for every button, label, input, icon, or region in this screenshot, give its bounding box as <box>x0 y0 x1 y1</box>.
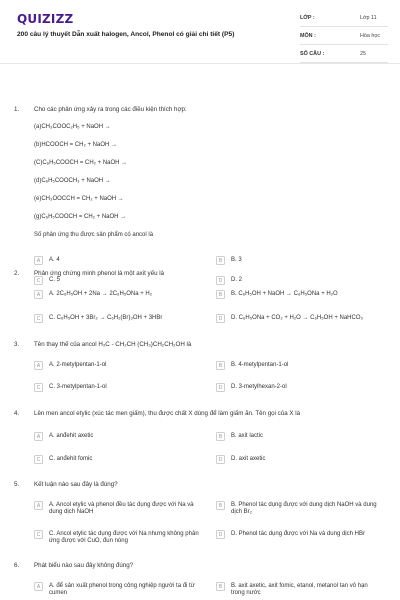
option-key-a: A <box>34 290 43 299</box>
question-text: Phát biểu nào sau đây không đúng? <box>34 562 134 569</box>
option-key-a: A <box>34 501 43 510</box>
option-text: D. Phenol tác dụng được với Na và dung dịch HBr <box>231 530 365 537</box>
option-b[interactable] <box>216 256 386 270</box>
option-key-b: B <box>216 256 225 265</box>
option-text: A. anđehit axetic <box>49 432 94 439</box>
option-text: A. 2-metylpentan-1-ol <box>49 361 107 368</box>
option-a[interactable] <box>34 256 204 270</box>
option-text: C. Ancol etylic tác dụng được với Na nhưng không phản ứng được với CuO, đun nóng <box>49 530 199 545</box>
option-key-b: B <box>216 432 225 441</box>
option-b[interactable] <box>216 290 386 304</box>
meta-value: Lớp 11 <box>360 15 377 21</box>
option-d[interactable] <box>216 314 386 328</box>
reaction-line: (C)C₆H₅COOCH = CH₂ + NaOH → <box>34 160 128 166</box>
option-key-c: C <box>34 276 43 285</box>
option-text: B. axit axetic, axit fomic, etanol, metanol tan vô hạn trong nước <box>231 582 368 597</box>
option-text: B. C₆H₅OH + NaOH → C₆H₅ONa + H₂O <box>231 290 338 297</box>
option-text: B. 4-metylpentan-1-ol <box>231 361 289 368</box>
option-key-a: A <box>34 256 43 265</box>
option-key-a: A <box>34 361 43 370</box>
option-a[interactable] <box>34 582 210 600</box>
quizizz-logo: QUIZIZZ <box>17 12 74 26</box>
option-key-d: D <box>216 455 225 464</box>
quiz-meta <box>300 13 388 67</box>
option-text: A. Ancol etylic và phenol đều tác dụng được với Na và dung dịch NaOH <box>49 501 194 516</box>
option-key-d: D <box>216 276 225 285</box>
option-c[interactable] <box>34 530 210 550</box>
option-b[interactable] <box>216 361 386 375</box>
option-text: D. 2 <box>231 276 243 283</box>
option-a[interactable] <box>34 361 204 375</box>
option-text: C. 5 <box>49 276 61 283</box>
reaction-line: (g)C₆H₅COOCH = CH₂ + NaOH → <box>34 214 127 220</box>
option-key-c: C <box>34 314 43 323</box>
option-text: B. 3 <box>231 256 242 263</box>
option-key-a: A <box>34 582 43 591</box>
option-text: D. C₆H₅ONa + CO₂ + H₂O → C₆H₅OH + NaHCO₃ <box>231 314 363 321</box>
question-text: Tên thay thế của ancol H₃C - CH₂CH (CH₃)CH₂CH₂OH là <box>34 341 192 348</box>
option-text: D. 3-metylhexan-2-ol <box>231 383 287 390</box>
option-d[interactable] <box>216 276 386 290</box>
question-text: Lên men ancol etylic (xúc tác men giấm), thu được chất X dùng để làm giấm ăn. Tên gọi của X là <box>34 410 301 417</box>
reaction-line: (b)HCOOCH = CH₂ + NaOH → <box>34 142 118 148</box>
meta-value: 25 <box>360 51 366 57</box>
question-number: 6. <box>14 562 20 569</box>
meta-label: MÔN : <box>300 33 316 39</box>
meta-row-count <box>300 49 388 63</box>
meta-label: SỐ CÂU : <box>300 51 325 57</box>
option-b[interactable] <box>216 582 392 600</box>
question-number: 5. <box>14 481 20 488</box>
option-a[interactable] <box>34 432 204 446</box>
question-number: 2. <box>14 270 20 277</box>
page-title: 200 câu lý thuyết Dẫn xuất halogen, Ancol, Phenol có giải chi tiết (P5) <box>17 31 235 38</box>
option-c[interactable] <box>34 314 204 328</box>
question-number: 1. <box>14 106 20 113</box>
option-b[interactable] <box>216 501 392 521</box>
option-text: C. anđehit fomic <box>49 455 93 462</box>
option-key-b: B <box>216 361 225 370</box>
reaction-line: (d)C₆H₅COOCH₃ + NaOH → <box>34 178 111 184</box>
option-text: A. để sản xuất phenol trong công nghiệp người ta đi từ cumen <box>49 582 195 597</box>
option-key-a: A <box>34 432 43 441</box>
option-a[interactable] <box>34 290 204 304</box>
option-a[interactable] <box>34 501 210 521</box>
option-text: D. axit axetic <box>231 455 266 462</box>
option-d[interactable] <box>216 383 386 397</box>
question-number: 4. <box>14 410 20 417</box>
option-key-d: D <box>216 383 225 392</box>
option-c[interactable] <box>34 276 204 290</box>
option-text: A. 2C₆H₅OH + 2Na → 2C₆H₅ONa + H₂ <box>49 290 153 297</box>
option-d[interactable] <box>216 530 392 550</box>
question-number: 3. <box>14 341 20 348</box>
option-b[interactable] <box>216 432 386 446</box>
option-key-b: B <box>216 290 225 299</box>
page-header <box>0 0 400 64</box>
option-key-c: C <box>34 383 43 392</box>
option-text: C. C₆H₅OH + 3Br₂ → C₆H₂(Br)₃OH + 3HBr <box>49 314 163 321</box>
option-key-b: B <box>216 501 225 510</box>
question-text: Cho các phản ứng xảy ra trong các điều kiện thích hợp: <box>34 106 187 113</box>
question-text: Phản ứng chứng minh phenol là một axit yếu là <box>34 270 165 277</box>
meta-row-subject <box>300 31 388 45</box>
option-key-c: C <box>34 530 43 539</box>
option-key-d: D <box>216 314 225 323</box>
reaction-line: (a)CH₃COOC₂H₅ + NaOH → <box>34 124 111 130</box>
option-c[interactable] <box>34 455 204 469</box>
question-text: Kết luận nào sau đây là đúng? <box>34 481 118 488</box>
question-prompt: Số phản ứng thu được sản phẩm có ancol là <box>34 232 154 238</box>
meta-value: Hóa học <box>360 33 381 39</box>
option-key-d: D <box>216 530 225 539</box>
option-c[interactable] <box>34 383 204 397</box>
option-key-b: B <box>216 582 225 591</box>
option-d[interactable] <box>216 455 386 469</box>
reaction-line: (e)CH₃OOCCH = CH₂ + NaOH → <box>34 196 124 202</box>
meta-row-grade <box>300 13 388 27</box>
option-text: B. Phenol tác dụng được với dung dịch NaOH và dung dịch Br₂ <box>231 501 377 516</box>
option-text: B. axit lactic <box>231 432 264 439</box>
meta-label: LỚP : <box>300 15 315 21</box>
option-key-c: C <box>34 455 43 464</box>
option-text: A. 4 <box>49 256 60 263</box>
option-text: C. 3-metylpentan-1-ol <box>49 383 107 390</box>
